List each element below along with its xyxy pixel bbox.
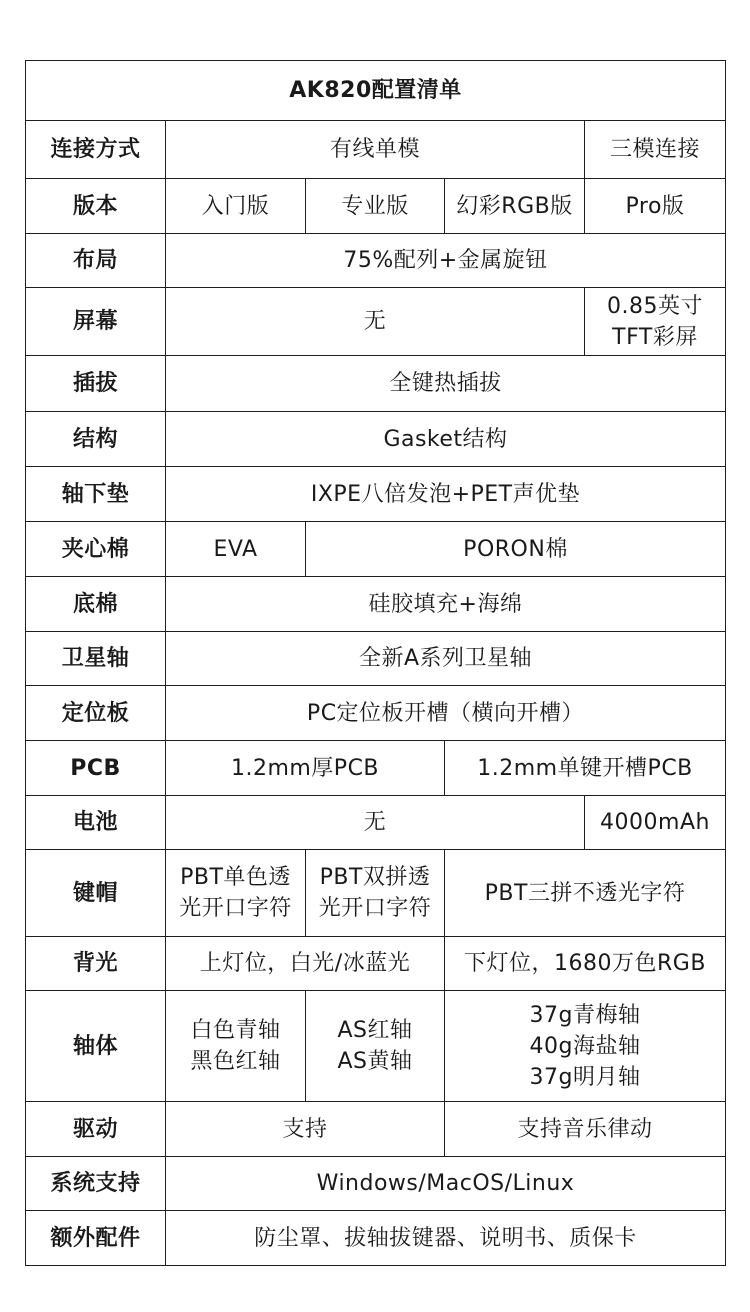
label-pcb: PCB	[26, 741, 166, 796]
label-battery: 电池	[26, 796, 166, 850]
cell-screen-tft	[585, 288, 726, 356]
cell-tri-mode: 三模连接	[585, 121, 726, 179]
label-layout: 布局	[26, 234, 166, 288]
cell-layout: 75%配列+金属旋钮	[166, 234, 726, 288]
row-backlight	[26, 937, 726, 991]
cell-edition-pro2: Pro版	[585, 179, 726, 234]
label-driver: 驱动	[26, 1102, 166, 1157]
cell-accessories: 防尘罩、拔轴拔键器、说明书、质保卡	[166, 1211, 726, 1266]
cell-keycap-single	[166, 850, 306, 937]
cell-switch-pad: IXPE八倍发泡+PET声优垫	[166, 467, 726, 522]
label-stabilizer: 卫星轴	[26, 632, 166, 686]
row-battery	[26, 796, 726, 850]
cell-poron: PORON棉	[306, 522, 726, 577]
row-pcb	[26, 741, 726, 796]
cell-backlight-bottom: 下灯位，1680万色RGB	[445, 937, 726, 991]
row-driver	[26, 1102, 726, 1157]
cell-backlight-top: 上灯位，白光/冰蓝光	[166, 937, 445, 991]
row-switch-pad	[26, 467, 726, 522]
label-backlight: 背光	[26, 937, 166, 991]
switch-plum-text: 37g青梅轴	[529, 1002, 641, 1028]
row-os	[26, 1157, 726, 1211]
switch-as-yellow-text: AS黄轴	[337, 1049, 413, 1074]
row-keycap	[26, 850, 726, 937]
spec-table	[25, 60, 726, 1266]
label-accessories: 额外配件	[26, 1211, 166, 1266]
row-stabilizer	[26, 632, 726, 686]
label-sandwich-foam: 夹心棉	[26, 522, 166, 577]
cell-os: Windows/MacOS/Linux	[166, 1157, 726, 1211]
row-accessories	[26, 1211, 726, 1266]
title-row	[26, 61, 726, 121]
cell-driver-music: 支持音乐律动	[445, 1102, 726, 1157]
label-keycap: 键帽	[26, 850, 166, 937]
cell-driver-support: 支持	[166, 1102, 445, 1157]
cell-hotswap: 全键热插拔	[166, 356, 726, 412]
cell-keycap-triple: PBT三拼不透光字符	[445, 850, 726, 937]
screen-size-text: 0.85英寸	[607, 293, 703, 319]
keycap-single-line1: PBT单色透	[180, 865, 291, 890]
switch-red-text: 黑色红轴	[190, 1049, 281, 1074]
row-sandwich-foam	[26, 522, 726, 577]
row-connection	[26, 121, 726, 179]
cell-eva: EVA	[166, 522, 306, 577]
keycap-single-line2: 光开口字符	[179, 896, 292, 921]
cell-wired: 有线单模	[166, 121, 585, 179]
keycap-dual-line2: 光开口字符	[318, 896, 432, 921]
label-structure: 结构	[26, 412, 166, 467]
label-switches: 轴体	[26, 991, 166, 1102]
label-screen: 屏幕	[26, 288, 166, 356]
cell-switches-premium	[445, 991, 726, 1102]
switch-moon-text: 37g明月轴	[529, 1064, 641, 1090]
cell-battery-none: 无	[166, 796, 585, 850]
switch-sea-salt-text: 40g海盐轴	[529, 1033, 641, 1059]
label-edition: 版本	[26, 179, 166, 234]
keycap-dual-line1: PBT双拼透	[319, 865, 431, 890]
cell-screen-none: 无	[166, 288, 585, 356]
row-structure	[26, 412, 726, 467]
cell-keycap-dual	[306, 850, 445, 937]
cell-battery-capacity: 4000mAh	[585, 796, 726, 850]
label-plate: 定位板	[26, 686, 166, 741]
row-layout	[26, 234, 726, 288]
cell-switches-basic	[166, 991, 306, 1102]
switch-blue-text: 白色青轴	[190, 1018, 281, 1043]
label-connection: 连接方式	[26, 121, 166, 179]
cell-plate: PC定位板开槽（横向开槽）	[166, 686, 726, 741]
cell-edition-pro: 专业版	[306, 179, 445, 234]
cell-bottom-foam: 硅胶填充+海绵	[166, 577, 726, 632]
page-title: AK820配置清单	[26, 61, 726, 121]
row-screen	[26, 288, 726, 356]
row-hotswap	[26, 356, 726, 412]
top-rule	[0, 0, 750, 1]
cell-edition-rgb: 幻彩RGB版	[445, 179, 585, 234]
row-switches	[26, 991, 726, 1102]
cell-edition-entry: 入门版	[166, 179, 306, 234]
row-bottom-foam	[26, 577, 726, 632]
screen-type-text: TFT彩屏	[612, 324, 698, 350]
cell-pcb-thick: 1.2mm厚PCB	[166, 741, 445, 796]
label-switch-pad: 轴下垫	[26, 467, 166, 522]
label-os: 系统支持	[26, 1157, 166, 1211]
label-hotswap: 插拔	[26, 356, 166, 412]
cell-switches-as	[306, 991, 445, 1102]
label-bottom-foam: 底棉	[26, 577, 166, 632]
cell-structure: Gasket结构	[166, 412, 726, 467]
switch-as-red-text: AS红轴	[337, 1018, 413, 1043]
row-edition	[26, 179, 726, 234]
cell-pcb-slotted: 1.2mm单键开槽PCB	[445, 741, 726, 796]
row-plate	[26, 686, 726, 741]
cell-stabilizer: 全新A系列卫星轴	[166, 632, 726, 686]
